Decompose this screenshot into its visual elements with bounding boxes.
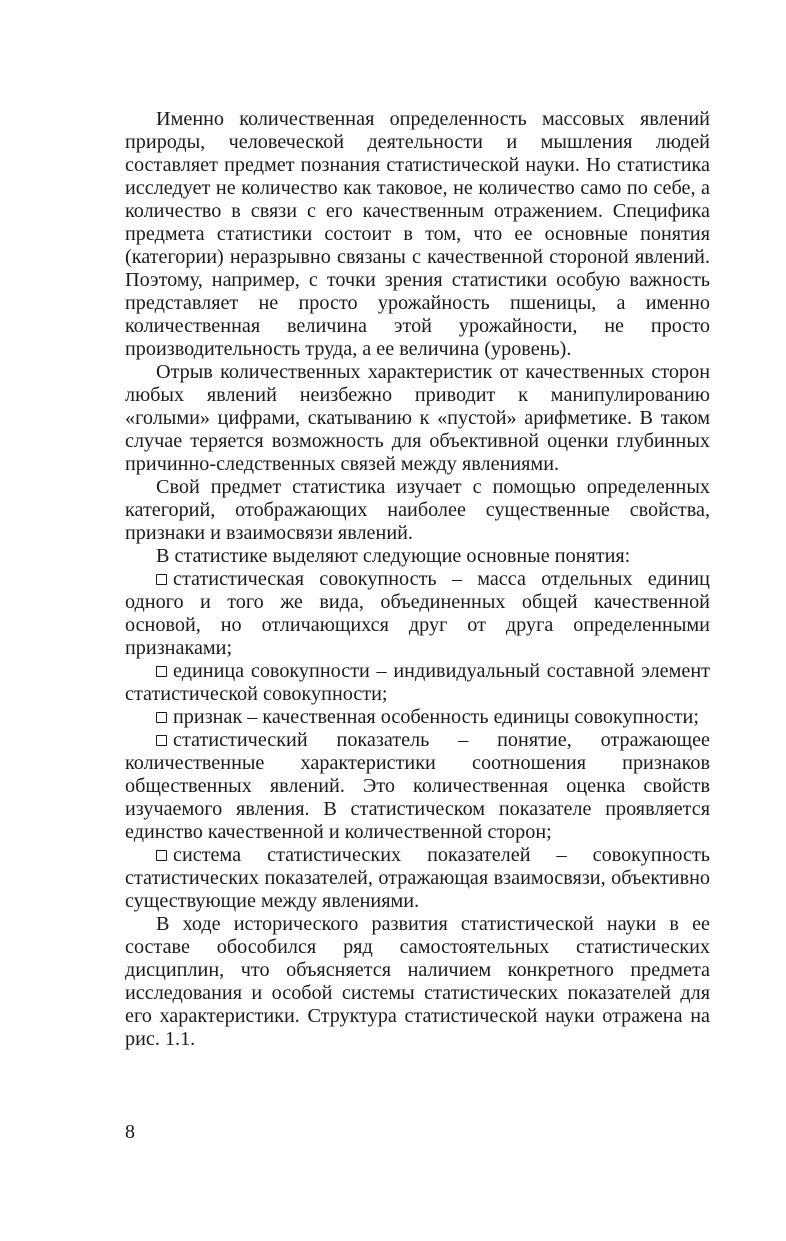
- paragraph: Свой предмет статистика изучает с помощью определенных категорий, отображающих наиболее существенные свойства, признаки и взаимосвязи явлений.: [125, 476, 710, 544]
- bullet-text: статистическая совокупность – масса отдельных единиц одного и того же вида, объединенных общей качественной основой, но отличающихся друг от друга определенными признаками;: [125, 568, 710, 659]
- bullet-item: [125, 660, 710, 706]
- bullet-text: статистический показатель – понятие, отражающее количественные характеристики соотношения признаков общественных явлений. Это количественная оценка свойств изучаемого явления. В статистическом показателе проявляется единство качественной и количественной сторон;: [125, 729, 710, 843]
- checkbox-square-icon: [156, 666, 167, 677]
- checkbox-square-icon: [156, 574, 167, 585]
- checkbox-square-icon: [156, 712, 167, 723]
- bullet-text: признак – качественная особенность единицы совокупности;: [173, 706, 699, 728]
- page-number: 8: [125, 1121, 135, 1143]
- bullet-item: [125, 706, 710, 729]
- bullet-text: единица совокупности – индивидуальный составной элемент статистической совокупности;: [125, 660, 710, 705]
- checkbox-square-icon: [156, 850, 167, 861]
- bullet-item: [125, 729, 710, 844]
- paragraph: Именно количественная определенность массовых явлений природы, человеческой деятельности и мышления людей составляет предмет познания статистической науки. Но статистика исследует не количество как таковое, не количество само по себе, а количество в связи с его качественным отражением. Специфика предмета статистики состоит в том, что ее основные понятия (категории) неразрывно связаны с качественной стороной явлений. Поэтому, например, с точки зрения статистики особую важность представляет не просто урожайность пшеницы, а именно количественная величина этой урожайности, не просто производительность труда, а ее величина (уровень).: [125, 108, 710, 360]
- body-text: [125, 108, 710, 1051]
- paragraph: В статистике выделяют следующие основные понятия:: [156, 545, 631, 567]
- bullet-item: [125, 568, 710, 660]
- bullet-item: [125, 844, 710, 913]
- paragraph: В ходе исторического развития статистической науки в ее составе обособился ряд самостоятельных статистических дисциплин, что объясняется наличием конкретного предмета исследования и особой системы статистических показателей для его характеристики. Структура статистической науки отражена на рис. 1.1.: [125, 913, 710, 1050]
- checkbox-square-icon: [156, 735, 167, 746]
- bullet-text: система статистических показателей – совокупность статистических показателей, отражающая взаимосвязи, объективно существующие между явлениями.: [125, 844, 710, 912]
- paragraph: Отрыв количественных характеристик от качественных сторон любых явлений неизбежно приводит к манипулированию «голыми» цифрами, скатыванию к «пустой» арифметике. В таком случае теряется возможность для объективной оценки глубинных причинно-следственных связей между явлениями.: [125, 361, 710, 475]
